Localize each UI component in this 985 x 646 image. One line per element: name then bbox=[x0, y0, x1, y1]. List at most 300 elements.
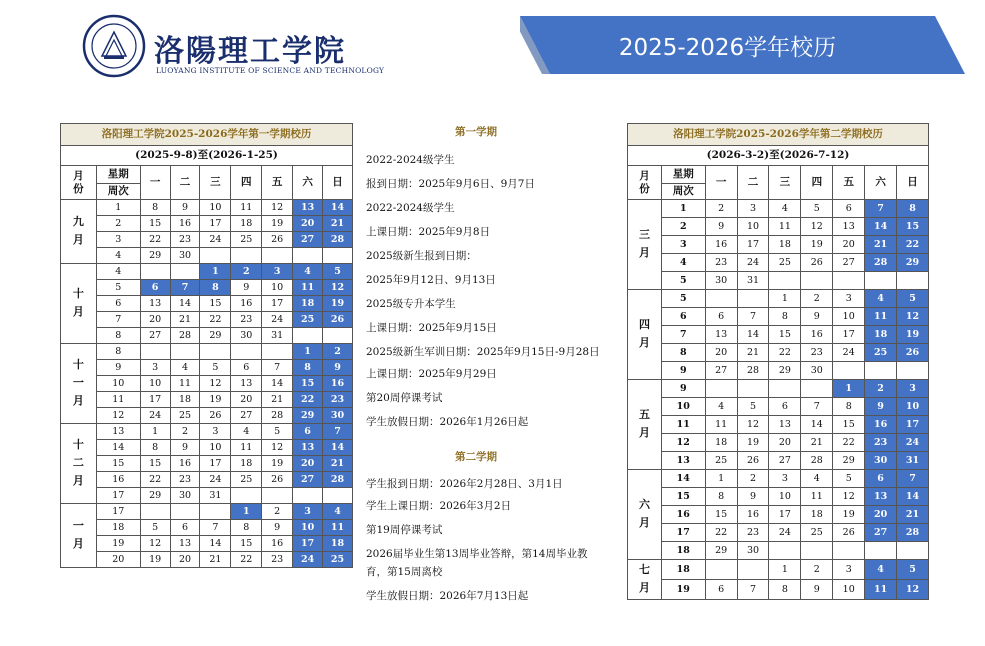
month-label: 六 月 bbox=[628, 470, 662, 560]
day-cell: 16 bbox=[170, 456, 200, 472]
day-cell: 14 bbox=[737, 326, 769, 344]
week-number: 11 bbox=[96, 392, 140, 408]
note-line: 育，第15周离校 bbox=[366, 566, 443, 578]
day-cell: 14 bbox=[323, 200, 353, 216]
day-cell: 16 bbox=[262, 536, 293, 552]
day-cell bbox=[140, 504, 170, 520]
day-cell: 4 bbox=[865, 290, 897, 308]
day-cell: 30 bbox=[865, 452, 897, 470]
day-cell bbox=[200, 344, 231, 360]
week-number: 5 bbox=[96, 280, 140, 296]
day-cell bbox=[140, 344, 170, 360]
day-cell: 9 bbox=[323, 360, 353, 376]
day-cell: 5 bbox=[897, 560, 929, 580]
day-cell: 27 bbox=[705, 362, 737, 380]
day-cell bbox=[737, 560, 769, 580]
day-cell: 11 bbox=[705, 416, 737, 434]
day-cell: 25 bbox=[170, 408, 200, 424]
day-cell: 30 bbox=[170, 488, 200, 504]
month-label: 五 月 bbox=[628, 380, 662, 470]
header-day: 二 bbox=[737, 166, 769, 200]
day-cell: 24 bbox=[769, 524, 801, 542]
day-cell bbox=[231, 488, 262, 504]
day-cell: 14 bbox=[200, 536, 231, 552]
day-cell: 21 bbox=[323, 216, 353, 232]
day-cell: 6 bbox=[231, 360, 262, 376]
day-cell: 20 bbox=[833, 236, 865, 254]
table-row bbox=[61, 456, 353, 472]
day-cell: 7 bbox=[170, 280, 200, 296]
day-cell: 24 bbox=[200, 472, 231, 488]
table-row bbox=[61, 408, 353, 424]
day-cell: 10 bbox=[140, 376, 170, 392]
week-number: 19 bbox=[96, 536, 140, 552]
day-cell: 7 bbox=[737, 579, 769, 599]
day-cell: 20 bbox=[231, 392, 262, 408]
week-number: 18 bbox=[661, 542, 705, 560]
day-cell bbox=[293, 488, 323, 504]
day-cell: 4 bbox=[231, 424, 262, 440]
day-cell: 17 bbox=[769, 506, 801, 524]
day-cell: 22 bbox=[140, 232, 170, 248]
day-cell: 17 bbox=[262, 296, 293, 312]
table-row bbox=[628, 506, 929, 524]
day-cell: 13 bbox=[865, 488, 897, 506]
day-cell: 12 bbox=[801, 218, 833, 236]
page-title: 2025-2026学年校历 bbox=[618, 34, 837, 61]
day-cell: 16 bbox=[231, 296, 262, 312]
table-row bbox=[628, 308, 929, 326]
day-cell: 8 bbox=[200, 280, 231, 296]
day-cell: 21 bbox=[170, 312, 200, 328]
day-cell: 24 bbox=[737, 254, 769, 272]
day-cell: 30 bbox=[323, 408, 353, 424]
table-row bbox=[61, 504, 353, 520]
table-row bbox=[61, 216, 353, 232]
day-cell: 3 bbox=[737, 200, 769, 218]
month-label: 九 月 bbox=[61, 200, 97, 264]
month-label: 十 一 月 bbox=[61, 344, 97, 424]
day-cell: 6 bbox=[293, 424, 323, 440]
day-cell: 7 bbox=[323, 424, 353, 440]
day-cell: 18 bbox=[769, 236, 801, 254]
week-number: 8 bbox=[96, 328, 140, 344]
day-cell: 29 bbox=[833, 452, 865, 470]
day-cell: 26 bbox=[323, 312, 353, 328]
day-cell: 18 bbox=[231, 456, 262, 472]
day-cell: 24 bbox=[293, 552, 323, 568]
week-number: 8 bbox=[96, 344, 140, 360]
day-cell: 23 bbox=[865, 434, 897, 452]
day-cell: 10 bbox=[200, 200, 231, 216]
day-cell: 5 bbox=[833, 470, 865, 488]
day-cell: 8 bbox=[140, 200, 170, 216]
week-number: 15 bbox=[661, 488, 705, 506]
day-cell: 22 bbox=[897, 236, 929, 254]
day-cell: 19 bbox=[200, 392, 231, 408]
day-cell: 4 bbox=[293, 264, 323, 280]
day-cell: 12 bbox=[262, 200, 293, 216]
day-cell: 20 bbox=[769, 434, 801, 452]
day-cell: 23 bbox=[170, 232, 200, 248]
day-cell bbox=[737, 380, 769, 398]
day-cell: 7 bbox=[865, 200, 897, 218]
day-cell: 19 bbox=[801, 236, 833, 254]
day-cell: 28 bbox=[865, 254, 897, 272]
day-cell: 30 bbox=[737, 542, 769, 560]
day-cell bbox=[897, 362, 929, 380]
day-cell: 30 bbox=[801, 362, 833, 380]
week-number: 17 bbox=[661, 524, 705, 542]
week-number: 9 bbox=[96, 360, 140, 376]
day-cell bbox=[865, 542, 897, 560]
day-cell: 7 bbox=[262, 360, 293, 376]
week-number: 10 bbox=[661, 398, 705, 416]
table-row bbox=[61, 232, 353, 248]
day-cell: 11 bbox=[231, 200, 262, 216]
week-number: 5 bbox=[661, 290, 705, 308]
day-cell: 8 bbox=[833, 398, 865, 416]
day-cell: 26 bbox=[737, 452, 769, 470]
day-cell: 12 bbox=[323, 280, 353, 296]
day-cell: 17 bbox=[200, 216, 231, 232]
school-name-english: LUOYANG INSTITUTE OF SCIENCE AND TECHNOLOGY bbox=[156, 66, 385, 75]
day-cell: 9 bbox=[170, 200, 200, 216]
day-cell: 8 bbox=[231, 520, 262, 536]
header-day: 二 bbox=[170, 166, 200, 200]
day-cell bbox=[262, 248, 293, 264]
table-row bbox=[61, 440, 353, 456]
day-cell: 16 bbox=[705, 236, 737, 254]
day-cell: 28 bbox=[170, 328, 200, 344]
day-cell: 15 bbox=[231, 536, 262, 552]
day-cell: 25 bbox=[231, 472, 262, 488]
day-cell: 2 bbox=[231, 264, 262, 280]
week-number: 17 bbox=[96, 504, 140, 520]
week-number: 14 bbox=[96, 440, 140, 456]
table-row bbox=[61, 344, 353, 360]
day-cell: 3 bbox=[897, 380, 929, 398]
day-cell: 2 bbox=[801, 560, 833, 580]
day-cell: 10 bbox=[293, 520, 323, 536]
header-week-number: 周次 bbox=[661, 184, 705, 200]
week-number: 20 bbox=[96, 552, 140, 568]
header-day: 六 bbox=[293, 166, 323, 200]
day-cell: 24 bbox=[897, 434, 929, 452]
day-cell: 21 bbox=[737, 344, 769, 362]
day-cell: 19 bbox=[897, 326, 929, 344]
day-cell: 6 bbox=[140, 280, 170, 296]
day-cell: 19 bbox=[833, 506, 865, 524]
day-cell bbox=[293, 248, 323, 264]
day-cell bbox=[865, 272, 897, 290]
day-cell bbox=[897, 272, 929, 290]
day-cell: 7 bbox=[200, 520, 231, 536]
table-row bbox=[628, 380, 929, 398]
day-cell: 16 bbox=[170, 216, 200, 232]
day-cell: 12 bbox=[833, 488, 865, 506]
day-cell: 28 bbox=[323, 232, 353, 248]
month-label: 三 月 bbox=[628, 200, 662, 290]
day-cell bbox=[801, 380, 833, 398]
day-cell: 22 bbox=[705, 524, 737, 542]
semester1-calendar-table bbox=[60, 123, 353, 568]
day-cell: 6 bbox=[705, 308, 737, 326]
day-cell: 15 bbox=[200, 296, 231, 312]
semester2-calendar-table bbox=[627, 123, 929, 600]
header-day: 六 bbox=[865, 166, 897, 200]
day-cell: 12 bbox=[200, 376, 231, 392]
day-cell: 29 bbox=[293, 408, 323, 424]
day-cell: 25 bbox=[323, 552, 353, 568]
day-cell: 13 bbox=[170, 536, 200, 552]
day-cell bbox=[833, 272, 865, 290]
table-row bbox=[628, 579, 929, 599]
day-cell: 12 bbox=[897, 579, 929, 599]
day-cell: 24 bbox=[262, 312, 293, 328]
day-cell: 6 bbox=[865, 470, 897, 488]
table-row bbox=[628, 200, 929, 218]
day-cell: 5 bbox=[801, 200, 833, 218]
day-cell: 9 bbox=[262, 520, 293, 536]
day-cell bbox=[323, 488, 353, 504]
day-cell: 1 bbox=[705, 470, 737, 488]
day-cell: 15 bbox=[769, 326, 801, 344]
day-cell: 8 bbox=[897, 200, 929, 218]
day-cell: 25 bbox=[705, 452, 737, 470]
day-cell: 21 bbox=[262, 392, 293, 408]
day-cell: 11 bbox=[323, 520, 353, 536]
week-number: 5 bbox=[661, 272, 705, 290]
day-cell: 23 bbox=[705, 254, 737, 272]
semester2-notes-heading: 第二学期 bbox=[455, 451, 497, 463]
day-cell: 14 bbox=[262, 376, 293, 392]
day-cell: 10 bbox=[833, 579, 865, 599]
day-cell: 8 bbox=[293, 360, 323, 376]
header-day: 日 bbox=[897, 166, 929, 200]
header-day: 一 bbox=[140, 166, 170, 200]
day-cell: 18 bbox=[231, 216, 262, 232]
table-row bbox=[628, 236, 929, 254]
week-number: 7 bbox=[661, 326, 705, 344]
table-row bbox=[628, 452, 929, 470]
day-cell: 18 bbox=[293, 296, 323, 312]
day-cell: 17 bbox=[200, 456, 231, 472]
table-row bbox=[628, 272, 929, 290]
day-cell: 23 bbox=[323, 392, 353, 408]
day-cell: 24 bbox=[833, 344, 865, 362]
week-number: 13 bbox=[96, 424, 140, 440]
day-cell bbox=[323, 248, 353, 264]
month-label: 十 月 bbox=[61, 264, 97, 344]
table-row bbox=[628, 542, 929, 560]
day-cell: 21 bbox=[200, 552, 231, 568]
day-cell: 19 bbox=[140, 552, 170, 568]
day-cell bbox=[323, 328, 353, 344]
day-cell bbox=[737, 290, 769, 308]
day-cell bbox=[170, 504, 200, 520]
day-cell: 29 bbox=[769, 362, 801, 380]
day-cell: 28 bbox=[262, 408, 293, 424]
table-row bbox=[61, 200, 353, 216]
day-cell: 2 bbox=[170, 424, 200, 440]
table-row bbox=[61, 392, 353, 408]
day-cell: 10 bbox=[262, 280, 293, 296]
week-number: 8 bbox=[661, 344, 705, 362]
day-cell: 10 bbox=[737, 218, 769, 236]
week-number: 4 bbox=[661, 254, 705, 272]
day-cell: 2 bbox=[262, 504, 293, 520]
day-cell: 13 bbox=[293, 440, 323, 456]
semester-date-range: (2026-3-2)至(2026-7-12) bbox=[628, 146, 929, 166]
day-cell bbox=[293, 328, 323, 344]
week-number: 7 bbox=[96, 312, 140, 328]
week-number: 10 bbox=[96, 376, 140, 392]
day-cell: 21 bbox=[323, 456, 353, 472]
day-cell: 17 bbox=[833, 326, 865, 344]
day-cell: 1 bbox=[833, 380, 865, 398]
week-number: 12 bbox=[96, 408, 140, 424]
day-cell: 29 bbox=[200, 328, 231, 344]
table-row bbox=[628, 488, 929, 506]
semester-title: 洛阳理工学院2025-2026学年第二学期校历 bbox=[628, 124, 929, 146]
day-cell: 26 bbox=[262, 472, 293, 488]
note-line: 学生上课日期：2026年3月2日 bbox=[366, 500, 512, 512]
day-cell: 29 bbox=[897, 254, 929, 272]
day-cell: 9 bbox=[705, 218, 737, 236]
day-cell: 14 bbox=[170, 296, 200, 312]
day-cell: 17 bbox=[737, 236, 769, 254]
day-cell: 5 bbox=[140, 520, 170, 536]
table-row bbox=[61, 520, 353, 536]
week-number: 15 bbox=[96, 456, 140, 472]
day-cell: 1 bbox=[200, 264, 231, 280]
day-cell: 26 bbox=[200, 408, 231, 424]
day-cell: 31 bbox=[737, 272, 769, 290]
day-cell: 14 bbox=[865, 218, 897, 236]
day-cell: 28 bbox=[737, 362, 769, 380]
day-cell: 14 bbox=[323, 440, 353, 456]
day-cell: 5 bbox=[737, 398, 769, 416]
day-cell: 11 bbox=[293, 280, 323, 296]
day-cell bbox=[262, 344, 293, 360]
day-cell: 28 bbox=[323, 472, 353, 488]
day-cell: 19 bbox=[323, 296, 353, 312]
day-cell bbox=[170, 344, 200, 360]
table-row bbox=[61, 424, 353, 440]
day-cell: 15 bbox=[705, 506, 737, 524]
month-label: 一 月 bbox=[61, 504, 97, 568]
day-cell bbox=[231, 344, 262, 360]
day-cell: 27 bbox=[769, 452, 801, 470]
day-cell: 25 bbox=[801, 524, 833, 542]
day-cell: 29 bbox=[705, 542, 737, 560]
day-cell: 18 bbox=[323, 536, 353, 552]
day-cell: 5 bbox=[897, 290, 929, 308]
day-cell: 20 bbox=[140, 312, 170, 328]
day-cell: 3 bbox=[293, 504, 323, 520]
day-cell: 27 bbox=[865, 524, 897, 542]
day-cell: 19 bbox=[262, 456, 293, 472]
day-cell: 4 bbox=[323, 504, 353, 520]
day-cell: 4 bbox=[801, 470, 833, 488]
day-cell: 16 bbox=[737, 506, 769, 524]
day-cell: 6 bbox=[833, 200, 865, 218]
day-cell: 1 bbox=[769, 560, 801, 580]
day-cell: 26 bbox=[262, 232, 293, 248]
day-cell: 12 bbox=[140, 536, 170, 552]
day-cell: 16 bbox=[801, 326, 833, 344]
day-cell: 11 bbox=[769, 218, 801, 236]
day-cell: 27 bbox=[293, 472, 323, 488]
day-cell: 24 bbox=[140, 408, 170, 424]
day-cell: 18 bbox=[170, 392, 200, 408]
week-number: 9 bbox=[661, 362, 705, 380]
day-cell: 3 bbox=[140, 360, 170, 376]
header-weekday: 星期 bbox=[96, 166, 140, 184]
day-cell: 31 bbox=[200, 488, 231, 504]
day-cell: 13 bbox=[293, 200, 323, 216]
day-cell: 15 bbox=[140, 216, 170, 232]
day-cell: 13 bbox=[769, 416, 801, 434]
day-cell: 13 bbox=[140, 296, 170, 312]
day-cell bbox=[200, 248, 231, 264]
day-cell: 9 bbox=[801, 579, 833, 599]
day-cell bbox=[769, 380, 801, 398]
week-number: 1 bbox=[661, 200, 705, 218]
day-cell: 9 bbox=[170, 440, 200, 456]
day-cell: 15 bbox=[833, 416, 865, 434]
day-cell: 27 bbox=[833, 254, 865, 272]
week-number: 12 bbox=[661, 434, 705, 452]
day-cell: 19 bbox=[737, 434, 769, 452]
day-cell bbox=[769, 272, 801, 290]
note-line: 学生放假日期：2026年7月13日起 bbox=[366, 590, 529, 602]
day-cell: 7 bbox=[737, 308, 769, 326]
day-cell: 2 bbox=[865, 380, 897, 398]
day-cell: 16 bbox=[865, 416, 897, 434]
day-cell: 14 bbox=[897, 488, 929, 506]
day-cell: 11 bbox=[170, 376, 200, 392]
day-cell: 1 bbox=[293, 344, 323, 360]
day-cell: 23 bbox=[737, 524, 769, 542]
day-cell: 28 bbox=[897, 524, 929, 542]
day-cell bbox=[801, 272, 833, 290]
header-day: 一 bbox=[705, 166, 737, 200]
note-line: 第19周停课考试 bbox=[366, 524, 443, 536]
day-cell: 22 bbox=[833, 434, 865, 452]
day-cell bbox=[170, 264, 200, 280]
day-cell: 21 bbox=[897, 506, 929, 524]
day-cell bbox=[769, 542, 801, 560]
note-line: 2025级专升本学生 bbox=[366, 298, 456, 310]
table-row bbox=[628, 524, 929, 542]
week-number: 14 bbox=[661, 470, 705, 488]
table-row bbox=[628, 398, 929, 416]
day-cell: 17 bbox=[897, 416, 929, 434]
day-cell bbox=[833, 362, 865, 380]
school-name: 洛陽理工学院 bbox=[154, 34, 346, 69]
day-cell: 13 bbox=[705, 326, 737, 344]
table-row bbox=[61, 376, 353, 392]
day-cell: 13 bbox=[231, 376, 262, 392]
day-cell: 26 bbox=[897, 344, 929, 362]
week-number: 6 bbox=[96, 296, 140, 312]
day-cell: 30 bbox=[170, 248, 200, 264]
header-day: 三 bbox=[769, 166, 801, 200]
header-month: 月 份 bbox=[628, 166, 662, 200]
day-cell: 29 bbox=[140, 488, 170, 504]
